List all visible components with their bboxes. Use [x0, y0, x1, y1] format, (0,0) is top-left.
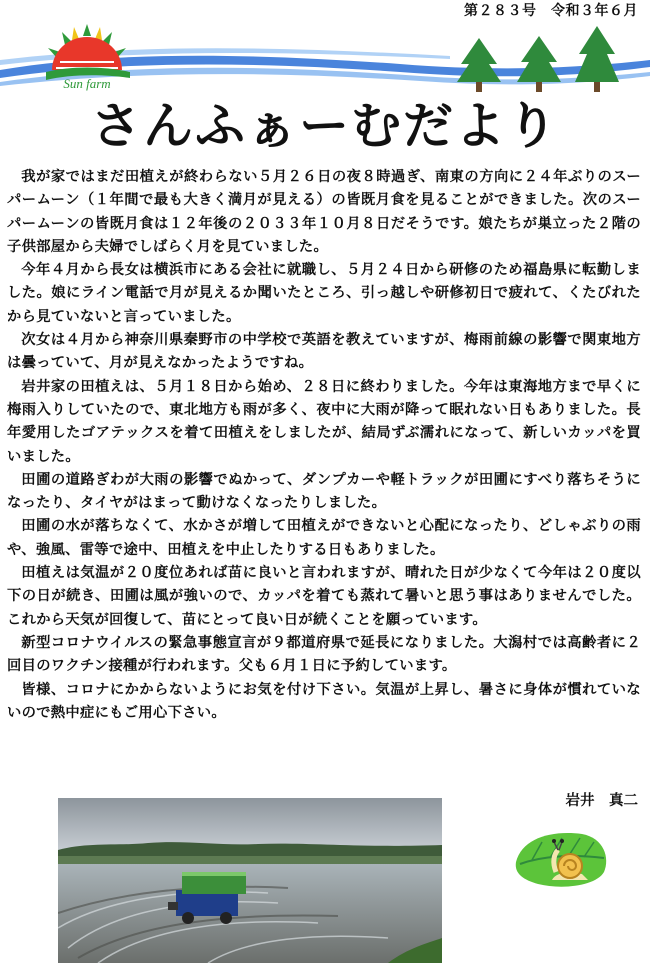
rice-planting-photo	[58, 798, 442, 963]
paragraph: 新型コロナウイルスの緊急事態宣言が９都道府県で延長になりました。大潟村では高齢者に２回目のワクチン接種が行われます。父も６月１日に予約しています。	[7, 634, 641, 675]
paragraph: 田植えは気温が２０度位あれば苗に良いと言われますが、晴れた日が少なくて今年は２０度以下の日が続き、田圃は風が強いので、カッパを着ても蒸れて暑いと思う事はありませんでした。これから天気が回復して、苗にとって良い日が続くことを願っています。	[7, 565, 641, 628]
paragraph: 田圃の水が落ちなくて、水かさが増して田植えができないと心配になったり、どしゃぶりの雨や、強風、雷等で途中、田植えを中止したりする日もありました。	[7, 518, 641, 558]
snail-on-leaf-icon	[512, 828, 612, 892]
author-name: 岩井 真二	[565, 793, 638, 809]
issue-number: 第２８３号 令和３年６月	[464, 3, 638, 19]
paragraph: 皆様、コロナにかからないようにお気を付け下さい。気温が上昇し、暑さに身体が慣れていないので熱中症にもご用心下さい。	[7, 681, 641, 721]
sun-farm-logo-icon	[40, 22, 134, 94]
logo-text: Sun farm	[63, 76, 111, 91]
paragraph: 岩井家の田植えは、５月１８日から始め、２８日に終わりました。今年は東海地方まで早くに梅雨入りしていたので、東北地方も雨が多く、夜中に大雨が降って眠れない日もありました。長年愛用したゴアテックスを着て田植えをしましたが、結局ずぶ濡れになって、新しいカッパを買いました。	[7, 378, 641, 465]
article-body	[7, 166, 641, 725]
paragraph: 今年４月から長女は横浜市にある会社に就職し、５月２４日から研修のため福島県に転勤しました。娘にライン電話で月が見えるか聞いたところ、引っ越しや研修初日で疲れて、くたびれたから見ていないと言っていました。	[7, 262, 641, 325]
pine-tree-icon	[455, 24, 630, 96]
paragraph: 我が家ではまだ田植えが終わらない５月２６日の夜８時過ぎ、南東の方向に２４年ぶりのスーパームーン（１年間で最も大きく満月が見える）の皆既月食を見ることができました。次のスーパームーンの皆既月食は１２年後の２０３３年１０月８日だそうです。娘たちが巣立った２階の子供部屋から夫婦でしばらく月を見ていました。	[7, 169, 641, 255]
paragraph: 田圃の道路ぎわが大雨の影響でぬかって、ダンプカーや軽トラックが田圃にすべり落ちそうになったり、タイヤがはまって動けなくなったりしました。	[7, 471, 641, 512]
page-title: さんふぁーむだより	[91, 96, 559, 155]
paragraph: 次女は４月から神奈川県秦野市の中学校で英語を教えていますが、梅雨前線の影響で関東地方は曇っていて、月が見えなかったようですね。	[7, 332, 641, 372]
